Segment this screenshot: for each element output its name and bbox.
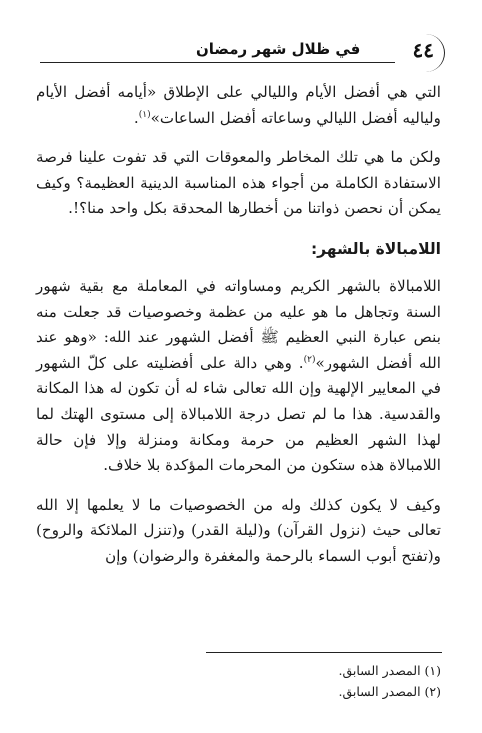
footnotes bbox=[36, 660, 441, 702]
header-rule bbox=[40, 62, 395, 63]
paragraph-3-text-b: . وهي دالة على أفضليته على كلّ الشهور في المعايير الإلهية وإن الله تعالى شاء له أن تكون له هذا المكانة والقدسية. هذا ما لم تصل درجة اللامبالاة إلى مستوى الهتك لما لهذا الشهر العظيم من حرمة ومكانة ومنزلة وإلا فإن حالة اللامبالاة هذه ستكون من المحرمات المؤكدة بلا خلاف. bbox=[36, 353, 441, 475]
running-title: في ظلال شهر رمضان bbox=[190, 40, 366, 58]
footnote-ref-1: (١) bbox=[138, 109, 151, 120]
section-heading: اللامبالاة بالشهر: bbox=[310, 239, 441, 258]
paragraph-1-end: . bbox=[133, 108, 139, 127]
page-number-bracket bbox=[398, 34, 445, 72]
footnote-1: (١) المصدر السابق. bbox=[338, 663, 441, 678]
running-header bbox=[40, 34, 445, 74]
paragraph-3-text-a: اللامبالاة بالشهر الكريم ومساواته في المعاملة مع بقية شهور السنة وتجاهل ما هو عليه من عظمة وخصوصيات قد جعلت منه بنص عبارة النبي العظيم ﷺ أفضل الشهور عند الله: «وهو عند الله أفضل الشهور» bbox=[36, 276, 441, 372]
footnote-rule bbox=[206, 652, 442, 653]
page-number: ٤٤ bbox=[412, 38, 434, 62]
paragraph-3 bbox=[36, 274, 441, 479]
footnote-ref-2: (٢) bbox=[303, 354, 316, 365]
paragraph-2: ولكن ما هي تلك المخاطر والمعوقات التي قد تفوت علينا فرصة الاستفادة الكاملة من أجواء هذه المناسبة الدينية العظيمة؟ وكيف يمكن أن نحصن ذواتنا من أخطارها المحدقة بكل واحد منا؟!. bbox=[36, 148, 441, 218]
paragraph-4: وكيف لا يكون كذلك وله من الخصوصيات ما لا يعلمها إلا الله تعالى حيث (نزول القرآن) و(ليلة القدر) و(تنزل الملائكة والروح) و(تفتح أبوب السماء بالرحمة والمغفرة والرضوان) وإن bbox=[36, 495, 441, 565]
paragraph-1 bbox=[36, 80, 441, 131]
footnote-2: (٢) المصدر السابق. bbox=[338, 684, 441, 699]
body-text bbox=[36, 80, 441, 570]
paragraph-1-text: التي هي أفضل الأيام والليالي على الإطلاق «أيامه أفضل الأيام ولياليه أفضل الليالي وساعاته أفضل الساعات» bbox=[36, 83, 441, 127]
